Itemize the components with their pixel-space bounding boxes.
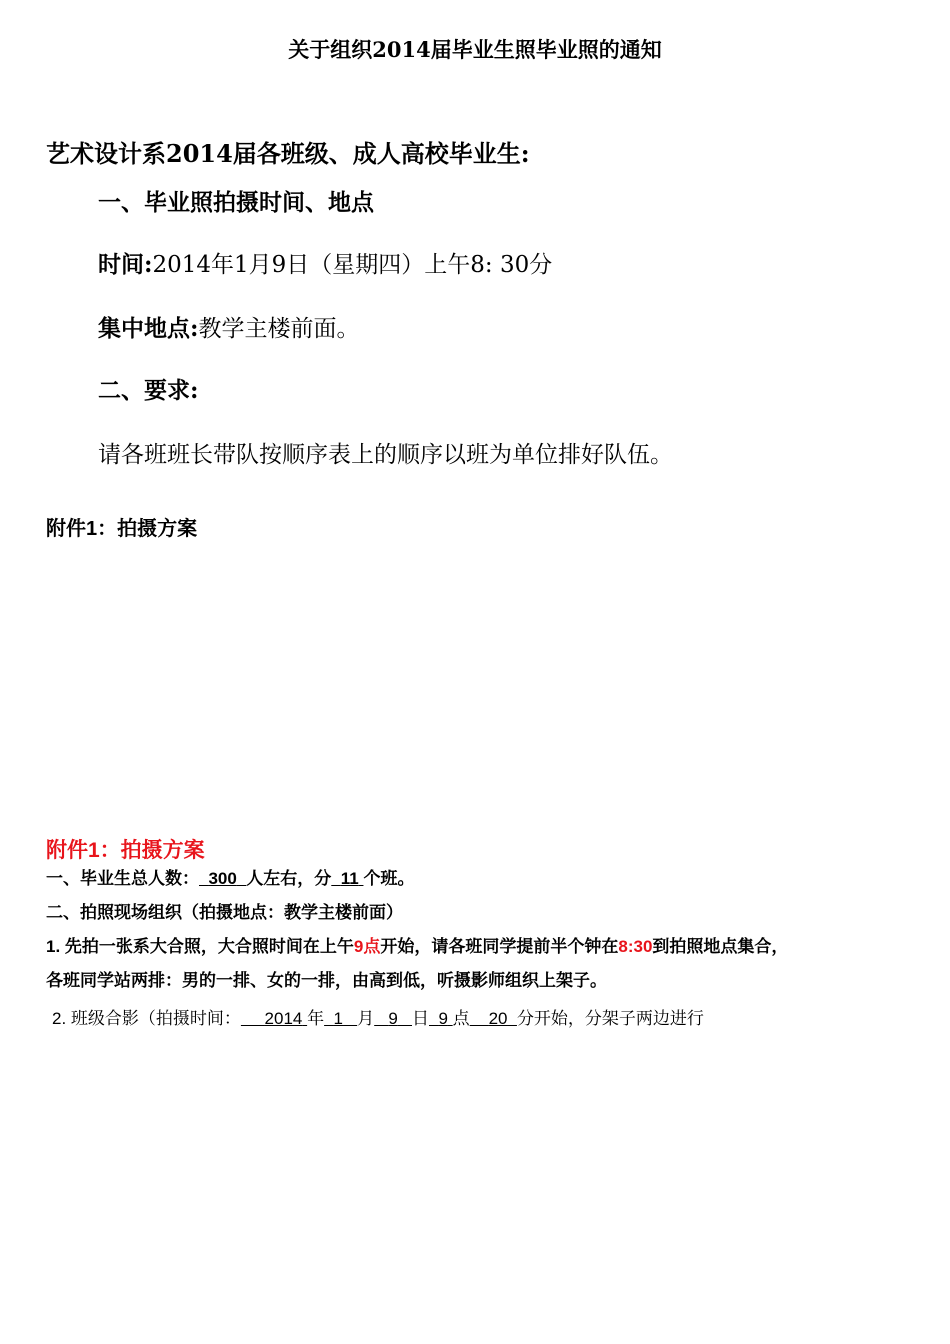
section1-heading: 一、毕业照拍摄时间、地点 [98, 189, 374, 216]
minute-value: 20 [488, 1009, 508, 1028]
place-line [98, 310, 360, 343]
plan-item-total: 一、毕业生总人数： 300 人左右，分 11 个班。 [46, 869, 415, 888]
plan-item-class-photo: 2. 班级合影（拍摄时间： 2014 年 1 月 9 日 9 点 20 分开始，分架子两边进行 [52, 1009, 704, 1028]
plan-heading: 附件1：拍摄方案 [46, 839, 205, 862]
section2-text: 请各班班长带队按顺序表上的顺序以班为单位排好队伍。 [98, 442, 673, 468]
hour-value: 9 [438, 1009, 448, 1028]
time-label: 时间: [98, 251, 153, 278]
page-title: 关于组织2014届毕业生照毕业照的通知 [288, 37, 662, 62]
day-value: 9 [388, 1009, 398, 1028]
month-value: 1 [333, 1009, 344, 1028]
group-photo-time: 9点 [353, 937, 381, 956]
year-value: 2014 [264, 1009, 303, 1028]
attachment-label: 附件1：拍摄方案 [46, 518, 198, 540]
gather-time: 8:30 [618, 937, 653, 956]
place-label: 集中地点: [98, 315, 199, 342]
section2-heading: 二、要求: [98, 377, 199, 404]
plan-item-arrangement: 各班同学站两排：男的一排、女的一排，由高到低，听摄影师组织上架子。 [46, 971, 607, 990]
time-value: 2014年1月9日（星期四）上午8: 30分 [152, 252, 553, 278]
time-line [98, 246, 552, 279]
total-students-value: 300 [208, 869, 237, 888]
place-value: 教学主楼前面。 [198, 316, 360, 342]
plan-item-group-photo: 1. 先拍一张系大合照，大合照时间在上午9点开始，请各班同学提前半个钟在8:30到拍照地点集合， [46, 937, 789, 956]
plan-item-organization: 二、拍照现场组织（拍摄地点：教学主楼前面） [46, 903, 403, 922]
addressee: 艺术设计系2014届各班级、成人高校毕业生: [46, 139, 530, 168]
class-count-value: 11 [340, 869, 359, 888]
